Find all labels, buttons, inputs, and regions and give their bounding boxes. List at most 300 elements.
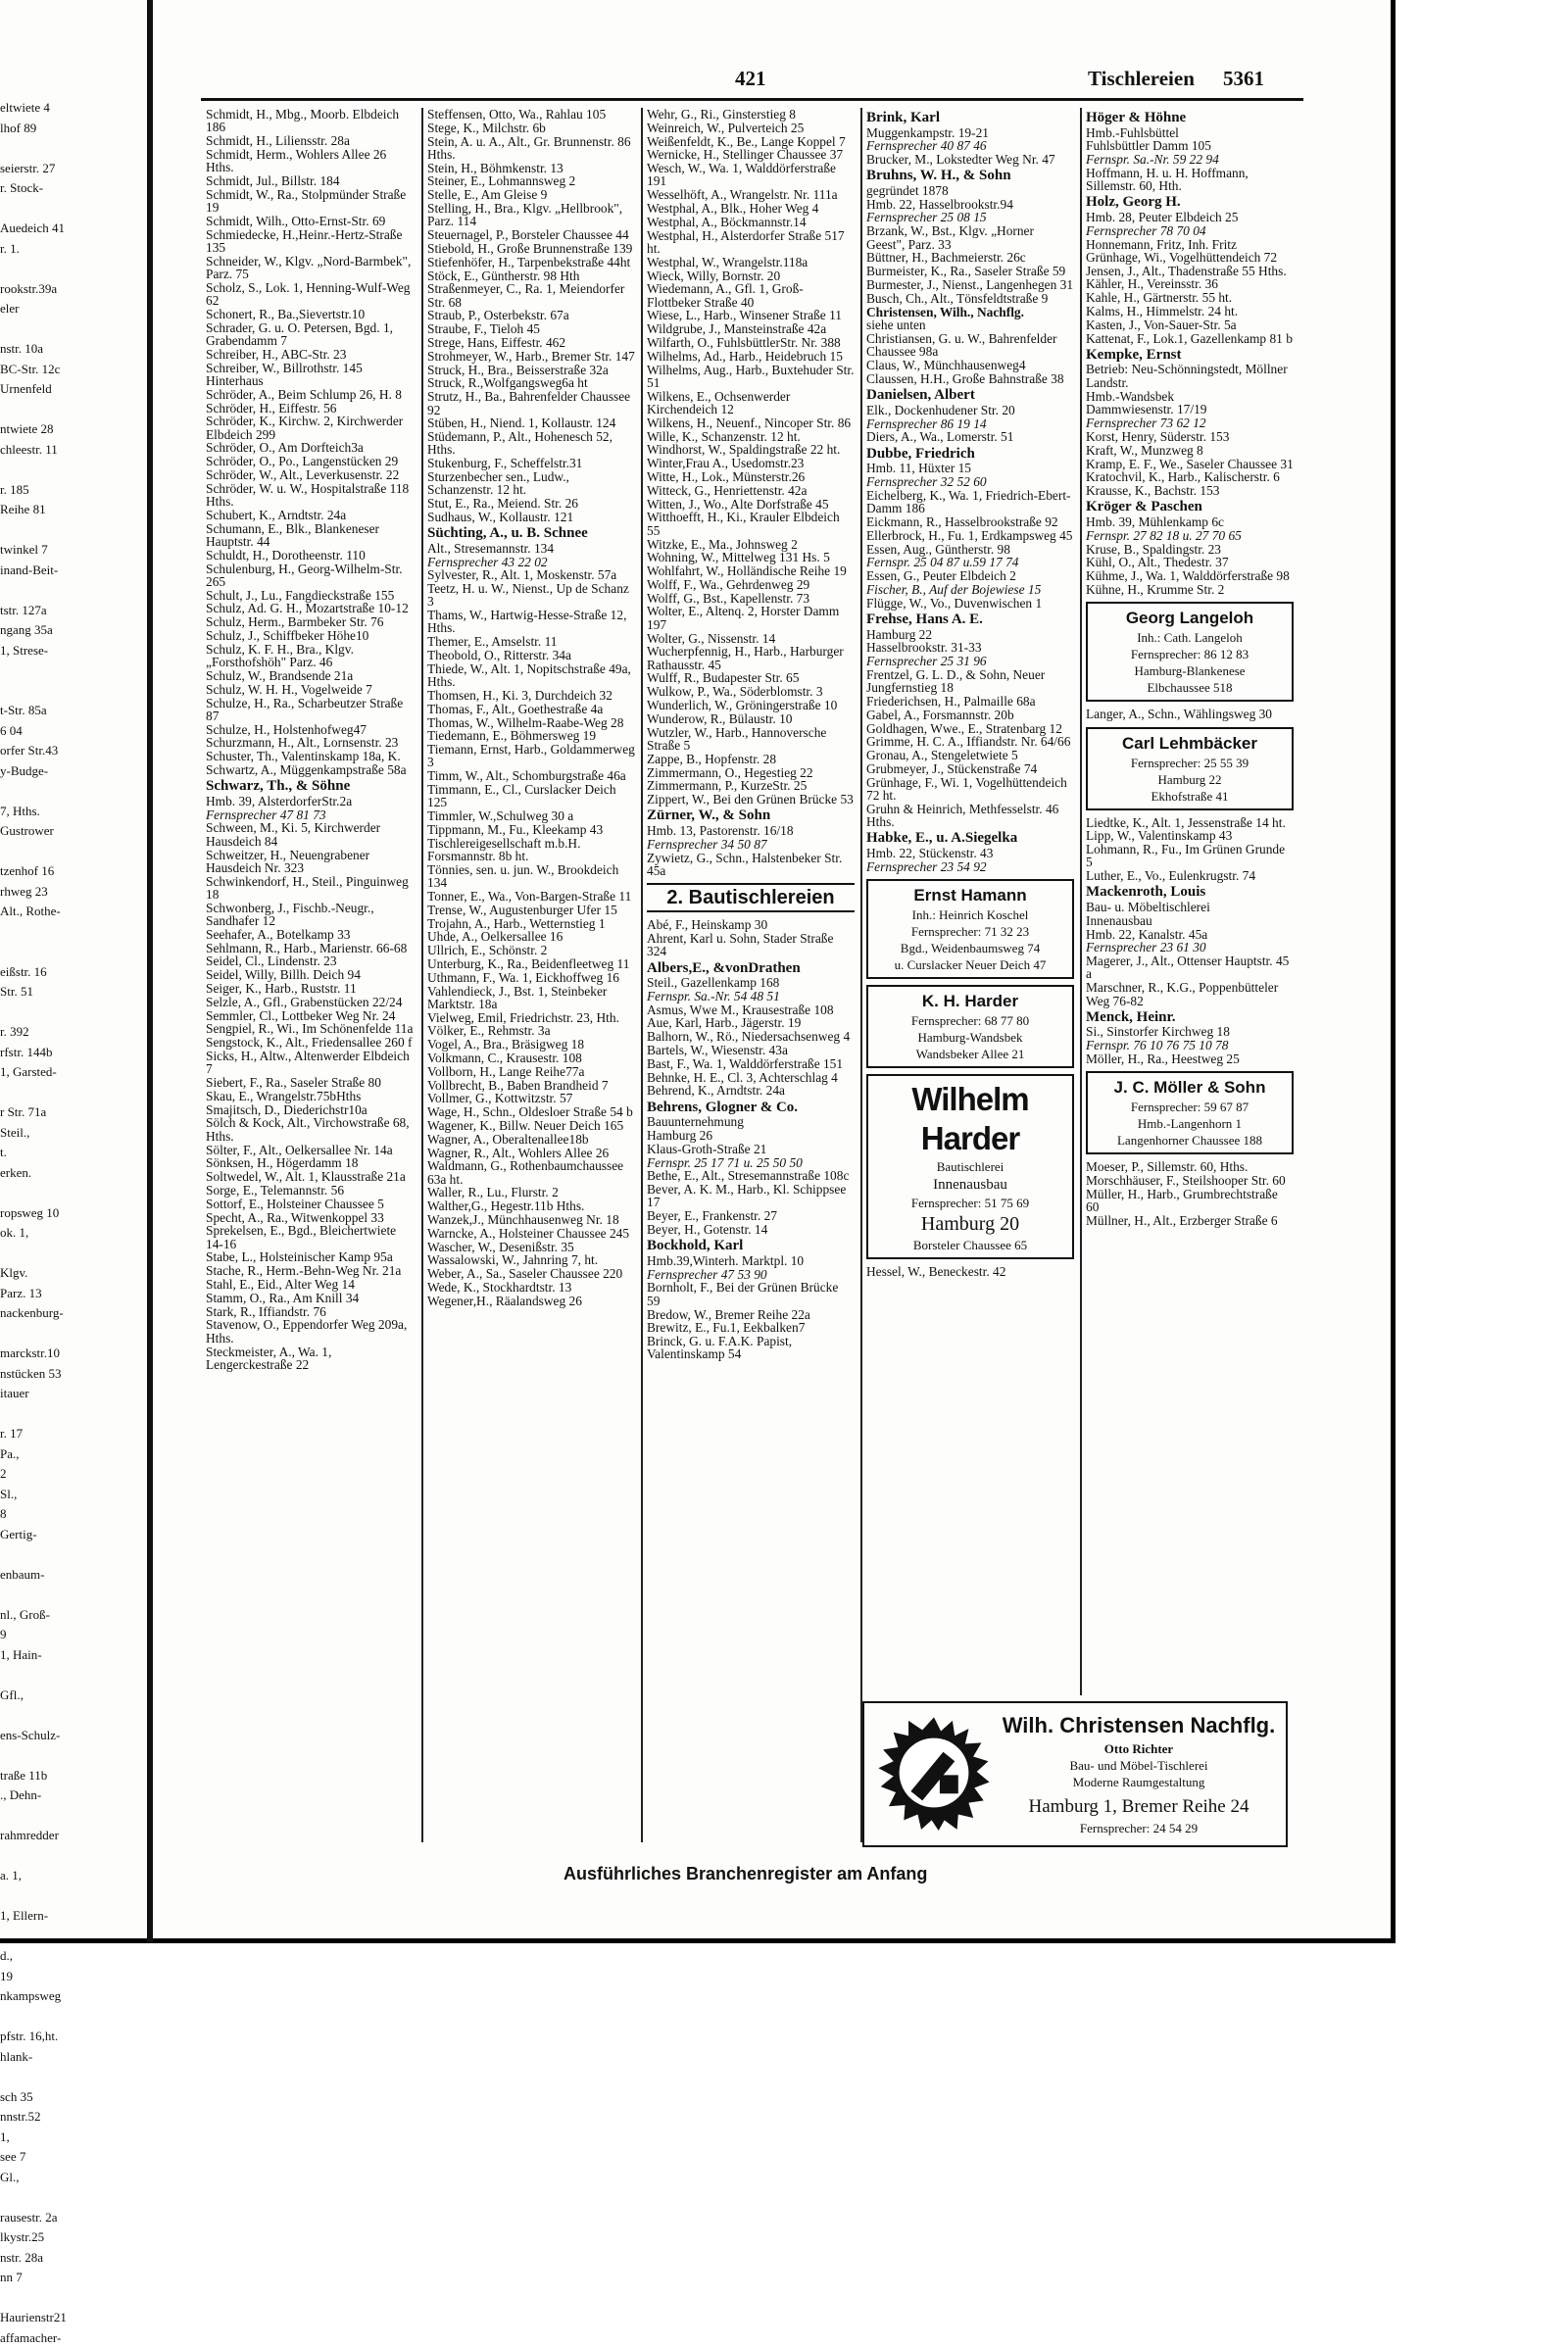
directory-entry: Schröder, O., Po., Langenstücken 29 [206, 455, 415, 467]
directory-entry: Krausse, K., Bachstr. 153 [1086, 484, 1294, 497]
directory-entry: Müller, H., Harb., Grumbrechtstraße 60 [1086, 1188, 1294, 1214]
directory-entry: Burmester, J., Nienst., Langenhegen 31 [866, 278, 1074, 291]
advertisement-line: Fernsprecher: 25 55 39 [1091, 755, 1289, 771]
directory-entry: Stiefenhöfer, H., Tarpenbekstraße 44ht [427, 256, 635, 269]
edge-fragment [0, 1705, 78, 1726]
advertisement-line: Bautischlerei [871, 1158, 1069, 1175]
directory-entry: Schmidt, H., Mbg., Moorb. Elbdeich 186 [206, 108, 415, 134]
page-number: 421 [735, 67, 766, 91]
edge-fragment: ropsweg 10 [0, 1203, 78, 1224]
advertisement-line: Inh.: Cath. Langeloh [1091, 629, 1289, 646]
directory-entry: Wilhelms, Ad., Harb., Heidebruch 15 [647, 350, 855, 363]
directory-entry: Volkmann, C., Krausestr. 108 [427, 1052, 635, 1064]
directory-entry: Schreiber, H., ABC-Str. 23 [206, 348, 415, 361]
edge-fragment: eler [0, 299, 78, 319]
directory-entry: Wildgrube, J., Mansteinstraße 42a [647, 322, 855, 335]
directory-entry: Tischlereigesellschaft m.b.H. Forsmannstr. 8b ht. [427, 837, 635, 863]
edge-fragment: Gertig- [0, 1525, 78, 1545]
advertisement-line: Hamburg-Blankenese [1091, 662, 1289, 679]
directory-entry: Witteck, G., Henriettenstr. 42a [647, 484, 855, 497]
directory-entry: Sengstock, K., Alt., Friedensallee 260 f [206, 1036, 415, 1049]
edge-fragment: orfer Str.43 [0, 741, 78, 761]
directory-entry: Westphal, A., Böckmannstr.14 [647, 216, 855, 228]
directory-entry: Kraft, W., Munzweg 8 [1086, 444, 1294, 457]
directory-entry: Stukenburg, F., Scheffelstr.31 [427, 457, 635, 469]
edge-fragment: marckstr.10 [0, 1344, 78, 1364]
edge-fragment: r. 1. [0, 239, 78, 260]
advertisement-line: Elbchaussee 518 [1091, 679, 1289, 696]
directory-entry: Schubert, K., Arndtstr. 24a [206, 509, 415, 521]
directory-entry: Wilfarth, O., FuhlsbüttlerStr. Nr. 388 [647, 336, 855, 349]
advertisement-title: Carl Lehmbäcker [1091, 733, 1289, 755]
edge-fragment: Klgv. [0, 1263, 78, 1284]
directory-entry: Witte, H., Lok., Münsterstr.26 [647, 470, 855, 483]
directory-entry: Schröder, W. u. W., Hospitalstraße 118 Hths. [206, 482, 415, 509]
directory-entry: Sudhaus, W., Kollaustr. 121 [427, 511, 635, 523]
directory-entry: Grimme, H. C. A., Iffiandstr. Nr. 64/66 [866, 735, 1074, 748]
firm-name: Dubbe, Friedrich [866, 446, 1074, 462]
directory-entry: Sorge, E., Telemannstr. 56 [206, 1184, 415, 1197]
directory-entry: Strutz, H., Ba., Bahrenfelder Chaussee 92 [427, 390, 635, 416]
directory-entry: Waller, R., Lu., Flurstr. 2 [427, 1186, 635, 1198]
directory-entry: Westphal, H., Alsterdorfer Straße 517 ht. [647, 229, 855, 256]
directory-entry: Goldhagen, Wwe., E., Stratenbarg 12 [866, 722, 1074, 735]
directory-entry: Frentzel, G. L. D., & Sohn, Neuer Jungfernstieg 18 [866, 668, 1074, 695]
directory-entry: Wesch, W., Wa. 1, Walddörferstraße 191 [647, 162, 855, 188]
directory-entry: Wascher, W., Desenißstr. 35 [427, 1241, 635, 1253]
edge-fragment: ok. 1, [0, 1223, 78, 1244]
edge-fragment: 1, Ellern- [0, 1906, 78, 1927]
directory-entry: Bauunternehmung [647, 1115, 855, 1128]
directory-entry: Muggenkampstr. 19-21 [866, 126, 1074, 139]
directory-entry: Hmb.39,Winterh. Marktpl. 10 [647, 1254, 855, 1267]
directory-entry: Alt., Stresemannstr. 134 [427, 542, 635, 555]
directory-entry: Behnke, H. E., Cl. 3, Achterschlag 4 [647, 1071, 855, 1084]
edge-fragment [0, 580, 78, 601]
edge-fragment: hlank- [0, 2047, 78, 2068]
directory-entry: Sönksen, H., Högerdamm 18 [206, 1156, 415, 1169]
phone-line: Fernsprecher 34 50 87 [647, 838, 855, 851]
directory-entry: Sehlmann, R., Harb., Marienstr. 66-68 [206, 942, 415, 954]
advertisement-line: Fernsprecher: 51 75 69 [871, 1195, 1069, 1211]
directory-entry: Grubmeyer, J., Stückenstraße 74 [866, 762, 1074, 775]
directory-entry: Schweitzer, H., Neuengrabener Hausdeich Nr. 323 [206, 849, 415, 875]
advertisement-line: Fernsprecher: 68 77 80 [871, 1012, 1069, 1029]
firm-name: Habke, E., u. A.Siegelka [866, 830, 1074, 846]
advertisement-line: Wandsbeker Allee 21 [871, 1046, 1069, 1062]
edge-fragment [0, 1244, 78, 1264]
edge-fragment: 9 [0, 1625, 78, 1645]
directory-entry: Schurzmann, H., Alt., Lornsenstr. 23 [206, 736, 415, 749]
column-1 [206, 108, 415, 1872]
edge-fragment: Steil., [0, 1123, 78, 1144]
edge-fragment [0, 259, 78, 279]
directory-entry: Struck, R.,Wolfgangsweg6a ht [427, 376, 635, 389]
directory-entry: Si., Sinstorfer Kirchweg 18 [1086, 1025, 1294, 1038]
firm-name: Schwarz, Th., & Söhne [206, 778, 415, 794]
edge-fragment: Gfl., [0, 1686, 78, 1706]
directory-entry: Stabe, L., Holsteinischer Kamp 95a [206, 1250, 415, 1263]
firm-name: Behrens, Glogner & Co. [647, 1100, 855, 1115]
directory-entry: Brinck, G. u. F.A.K. Papist, Valentinskamp 54 [647, 1335, 855, 1361]
directory-entry: Hmb. 39, Mühlenkamp 6c [1086, 515, 1294, 528]
directory-entry: Hmb.-Fuhlsbüttel [1086, 126, 1294, 139]
directory-entry: Liedtke, K., Alt. 1, Jessenstraße 14 ht. [1086, 816, 1294, 829]
column-4 [866, 108, 1074, 1695]
directory-entry: Morschhäuser, F., Steilshooper Str. 60 [1086, 1174, 1294, 1187]
directory-entry: Schmidt, H., Liliensstr. 28a [206, 134, 415, 147]
directory-entry: Thomas, F., Alt., Goethestraße 4a [427, 703, 635, 715]
directory-entry: Flügge, W., Vo., Duvenwischen 1 [866, 597, 1074, 610]
advertisement-box [866, 985, 1074, 1068]
edge-fragment: lhof 89 [0, 119, 78, 139]
advertisement-line: Fernsprecher: 86 12 83 [1091, 646, 1289, 662]
directory-entry: Wiese, L., Harb., Winsener Straße 11 [647, 309, 855, 321]
directory-entry: Sylvester, R., Alt. 1, Moskenstr. 57a [427, 568, 635, 581]
christensen-phone: Fernsprecher: 24 54 29 [1002, 1820, 1276, 1836]
directory-entry: Seiger, K., Harb., Ruststr. 11 [206, 982, 415, 995]
directory-entry: Schumann, E., Blk., Blankeneser Hauptstr. 44 [206, 522, 415, 549]
edge-fragment: eißstr. 16 [0, 962, 78, 983]
directory-entry: Wilkens, E., Ochsenwerder Kirchendeich 12 [647, 390, 855, 416]
directory-entry: Sottorf, E., Holsteiner Chaussee 5 [206, 1198, 415, 1210]
directory-entry: Windhorst, W., Spaldingstraße 22 ht. [647, 443, 855, 456]
directory-entry: Seidel, Cl., Lindenstr. 23 [206, 954, 415, 967]
advertisement-line: Hamburg-Wandsbek [871, 1029, 1069, 1046]
directory-entry: Christiansen, G. u. W., Bahrenfelder Chaussee 98a [866, 332, 1074, 359]
directory-entry: Stahl, E., Eid., Alter Weg 14 [206, 1278, 415, 1291]
directory-entry: Hmb. 22, Kanalstr. 45a [1086, 928, 1294, 941]
advertisement-line: Hamburg 22 [1091, 771, 1289, 788]
directory-entry: Sicks, H., Altw., Altenwerder Elbdeich 7 [206, 1050, 415, 1076]
directory-entry: Schulz, K. F. H., Bra., Klgv. „Forsthofshöh" Parz. 46 [206, 643, 415, 669]
edge-fragment: nnstr.52 [0, 2107, 78, 2128]
edge-fragment [0, 138, 78, 159]
directory-entry: Diers, A., Wa., Lomerstr. 51 [866, 430, 1074, 443]
directory-entry: Sprekelsen, E., Bgd., Bleichertwiete 14-16 [206, 1224, 415, 1250]
christensen-line1: Bau- und Möbel-Tischlerei [1002, 1757, 1276, 1774]
directory-entry: Smajitsch, D., Diederichstr10a [206, 1103, 415, 1116]
directory-entry: siehe unten [866, 318, 1074, 331]
edge-fragment: lkystr.25 [0, 2227, 78, 2248]
phone-line: Fernspr. Sa.-Nr. 54 48 51 [647, 990, 855, 1003]
directory-entry: Straube, F., Tieloh 45 [427, 322, 635, 335]
directory-entry: Seidel, Willy, Billh. Deich 94 [206, 968, 415, 981]
directory-entry: Schröder, K., Kirchw. 2, Kirchwerder Elbdeich 299 [206, 415, 415, 441]
directory-entry: Schwartz, A., Müggenkampstraße 58a [206, 763, 415, 776]
directory-entry: Wille, K., Schanzenstr. 12 ht. [647, 430, 855, 443]
directory-entry: Vielweg, Emil, Friedrichstr. 23, Hth. [427, 1011, 635, 1024]
firm-name: Bruhns, W. H., & Sohn [866, 168, 1074, 183]
directory-entry: Schneider, W., Klgv. „Nord-Barmbek", Parz. 75 [206, 255, 415, 281]
directory-entry: Steckmeister, A., Wa. 1, Lengerckestraße 22 [206, 1345, 415, 1372]
edge-fragment: rhweg 23 [0, 882, 78, 903]
column-5 [1086, 108, 1294, 1695]
column-rule [860, 108, 862, 1842]
edge-fragment [0, 660, 78, 681]
directory-entry: Stöck, E., Güntherstr. 98 Hth [427, 269, 635, 282]
directory-entry: Wolff, F., Wa., Gehrdenweg 29 [647, 578, 855, 591]
firm-name: Danielsen, Albert [866, 387, 1074, 403]
header-rule [201, 98, 1303, 101]
phone-line: Fernsprecher 73 62 12 [1086, 416, 1294, 429]
firm-name: Menck, Heinr. [1086, 1009, 1294, 1025]
directory-entry: Eickmann, R., Hasselbrookstraße 92 [866, 515, 1074, 528]
directory-entry: Straub, P., Osterbekstr. 67a [427, 309, 635, 321]
directory-entry: Trojahn, A., Harb., Wetternstieg 1 [427, 917, 635, 930]
edge-fragment [0, 1324, 78, 1345]
advertisement-line: u. Curslacker Neuer Deich 47 [871, 956, 1069, 973]
phone-line: Fernsprecher 25 08 15 [866, 211, 1074, 223]
edge-fragment: t. [0, 1143, 78, 1163]
directory-entry: Stüdemann, P., Alt., Hohenesch 52, Hths. [427, 430, 635, 457]
directory-entry: Zimmermann, P., KurzeStr. 25 [647, 779, 855, 792]
directory-entry: Bartels, W., Wiesenstr. 43a [647, 1044, 855, 1056]
column-rule [421, 108, 423, 1842]
directory-entry: Hmb. 39, AlsterdorferStr.2a [206, 795, 415, 807]
directory-entry: Straßenmeyer, C., Ra. 1, Meiendorfer Str. 68 [427, 282, 635, 309]
phone-line: Fernspr. 25 17 71 u. 25 50 50 [647, 1156, 855, 1169]
directory-entry: Wolter, G., Nissenstr. 14 [647, 632, 855, 645]
directory-entry: Wohning, W., Mittelweg 131 Hs. 5 [647, 551, 855, 563]
edge-fragment: Alt., Rothe- [0, 902, 78, 922]
directory-entry: Teetz, H. u. W., Nienst., Up de Schanz 3 [427, 582, 635, 609]
directory-entry: Kramp, E. F., We., Saseler Chaussee 31 [1086, 458, 1294, 470]
edge-fragment [0, 1846, 78, 1867]
directory-entry: Sölch & Kock, Alt., Virchowstraße 68, Hths. [206, 1116, 415, 1143]
directory-entry: Waldmann, G., Rothenbaumchaussee 63a ht. [427, 1159, 635, 1186]
edge-fragment: Auedeich 41 [0, 219, 78, 239]
directory-entry: Grünhage, F., Wi. 1, Vogelhüttendeich 72 ht. [866, 776, 1074, 803]
directory-entry: Wolff, G., Bst., Kapellenstr. 73 [647, 592, 855, 605]
phone-line: Fernsprecher 43 22 02 [427, 556, 635, 568]
phone-line: Fernsprecher 25 31 96 [866, 655, 1074, 667]
phone-line: Fernsprecher 40 87 46 [866, 139, 1074, 152]
directory-entry: Wutzler, W., Harb., Hannoversche Straße 5 [647, 726, 855, 753]
directory-entry: Witthoefft, H., Ki., Krauler Elbdeich 55 [647, 511, 855, 537]
directory-entry: Schröder, H., Eiffestr. 56 [206, 402, 415, 415]
advertisement-line: Bgd., Weidenbaumsweg 74 [871, 940, 1069, 956]
edge-fragment [0, 2007, 78, 2028]
edge-fragment: nackenburg- [0, 1303, 78, 1324]
edge-fragment: rausestr. 2a [0, 2208, 78, 2228]
directory-entry: Zippert, W., Bei den Grünen Brücke 53 [647, 793, 855, 806]
edge-fragment: Reihe 81 [0, 500, 78, 520]
directory-entry: Balhorn, W., Rö., Niedersachsenweg 4 [647, 1030, 855, 1043]
directory-entry: Vollborn, H., Lange Reihe77a [427, 1065, 635, 1078]
directory-entry: Gabel, A., Forsmannstr. 20b [866, 709, 1074, 721]
directory-entry: Wagner, R., Alt., Wohlers Allee 26 [427, 1147, 635, 1159]
advertisement-box [866, 1074, 1074, 1259]
directory-entry: Skau, E., Wrangelstr.75bHths [206, 1090, 415, 1102]
directory-entry: Bau- u. Möbeltischlerei [1086, 901, 1294, 913]
edge-fragment: rfstr. 144b [0, 1043, 78, 1063]
directory-entry: Schmidt, Wilh., Otto-Ernst-Str. 69 [206, 215, 415, 227]
directory-entry: Lohmann, R., Fu., Im Grünen Grunde 5 [1086, 843, 1294, 869]
directory-entry: Thomas, W., Wilhelm-Raabe-Weg 28 [427, 716, 635, 729]
edge-fragment: affamacher- [0, 2328, 78, 2348]
directory-entry: Strege, Hans, Eiffestr. 462 [427, 336, 635, 349]
directory-entry: Vollbrecht, B., Baben Brandheid 7 [427, 1079, 635, 1092]
directory-entry: Claussen, H.H., Große Bahnstraße 38 [866, 372, 1074, 385]
directory-entry: Specht, A., Ra., Witwenkoppel 33 [206, 1211, 415, 1224]
edge-fragment: nstr. 10a [0, 339, 78, 360]
directory-entry: gegründet 1878 [866, 184, 1074, 197]
directory-entry: Hamburg 22 [866, 628, 1074, 641]
edge-fragment: see 7 [0, 2147, 78, 2168]
directory-entry: Moeser, P., Sillemstr. 60, Hths. [1086, 1160, 1294, 1173]
directory-entry: Wage, H., Schn., Oldesloer Straße 54 b [427, 1105, 635, 1118]
advertisement-box [1086, 602, 1294, 702]
directory-entry: Kalms, H., Himmelstr. 24 ht. [1086, 305, 1294, 318]
directory-entry: Steiner, E., Lohmannsweg 2 [427, 174, 635, 187]
edge-fragment: Str. 51 [0, 982, 78, 1003]
firm-name: Mackenroth, Louis [1086, 884, 1294, 900]
directory-entry: Tippmann, M., Fu., Kleekamp 43 [427, 823, 635, 836]
christensen-owner: Otto Richter [1002, 1740, 1276, 1757]
edge-fragment: a. 1, [0, 1866, 78, 1886]
directory-entry: Betrieb: Neu-Schönningstedt, Möllner Landstr. [1086, 363, 1294, 389]
column-rule [641, 108, 643, 1842]
directory-entry: Schwinkendorf, H., Steil., Pinguinweg 18 [206, 875, 415, 902]
saw-blade-icon [876, 1715, 992, 1831]
directory-entry: Wesselhöft, A., Wrangelstr. Nr. 111a [647, 188, 855, 201]
christensen-address: Hamburg 1, Bremer Reihe 24 [1002, 1794, 1276, 1820]
directory-entry: Weinreich, W., Pulverteich 25 [647, 122, 855, 134]
directory-entry: Stiebold, H., Große Brunnenstraße 139 [427, 242, 635, 255]
directory-entry: Friederichsen, H., Palmaille 68a [866, 695, 1074, 708]
edge-fragment: rookstr.39a [0, 279, 78, 300]
directory-entry: Wieck, Willy, Bornstr. 20 [647, 269, 855, 282]
directory-entry: Schwonberg, J., Fischb.-Neugr., Sandhafer 12 [206, 902, 415, 928]
firm-name: Höger & Höhne [1086, 110, 1294, 125]
directory-entry: Fuhlsbüttler Damm 105 [1086, 139, 1294, 152]
directory-entry: Tiemann, Ernst, Harb., Goldammerweg 3 [427, 743, 635, 769]
directory-entry: Schuster, Th., Valentinskamp 18a, K. [206, 750, 415, 762]
directory-entry: Magerer, J., Alt., Ottenser Hauptstr. 45 a [1086, 954, 1294, 981]
edge-fragment [0, 460, 78, 480]
previous-page-edge [0, 98, 78, 2348]
directory-entry: Wucherpfennig, H., Harb., Harburger Rathausstr. 45 [647, 645, 855, 671]
directory-entry: Vogel, A., Bra., Bräsigweg 18 [427, 1038, 635, 1051]
edge-fragment [0, 199, 78, 220]
phone-line: Fernspr. 27 82 18 u. 27 70 65 [1086, 529, 1294, 542]
advertisement-line: Fernsprecher: 59 67 87 [1091, 1099, 1289, 1115]
binding-gutter [147, 0, 153, 1943]
directory-entry: Strohmeyer, W., Harb., Bremer Str. 147 [427, 350, 635, 363]
directory-entry: Kühne, H., Krumme Str. 2 [1086, 583, 1294, 596]
directory-entry: Tönnies, sen. u. jun. W., Brookdeich 134 [427, 863, 635, 890]
directory-entry: Wanzek,J., Münchhausenweg Nr. 18 [427, 1213, 635, 1226]
edge-fragment: r. Stock- [0, 178, 78, 199]
directory-entry: Brewitz, E., Fu.1, Eekbalken7 [647, 1321, 855, 1334]
directory-entry: Müllner, H., Alt., Erzberger Straße 6 [1086, 1214, 1294, 1227]
phone-line: Fernsprecher 32 52 60 [866, 475, 1074, 488]
directory-entry: Wassalowski, W., Jahnring 7, ht. [427, 1253, 635, 1266]
directory-entry: Schonert, R., Ba.,Sievertstr.10 [206, 308, 415, 320]
advertisement-line: Langenhorner Chaussee 188 [1091, 1132, 1289, 1149]
edge-fragment: ens-Schulz- [0, 1726, 78, 1746]
directory-entry: Langer, A., Schn., Wählingsweg 30 [1086, 708, 1294, 720]
directory-entry: Stavenow, O., Eppendorfer Weg 209a, Hths. [206, 1318, 415, 1345]
directory-entry: Selzle, A., Gfl., Grabenstücken 22/24 [206, 996, 415, 1008]
column-2 [427, 108, 635, 1872]
directory-entry: Sengpiel, R., Wi., Im Schönenfelde 11a [206, 1022, 415, 1035]
edge-fragment [0, 2067, 78, 2087]
edge-fragment: nn 7 [0, 2268, 78, 2288]
directory-entry: Behrend, K., Arndtstr. 24a [647, 1084, 855, 1097]
edge-fragment: sch 35 [0, 2087, 78, 2108]
edge-fragment: enbaum- [0, 1565, 78, 1586]
christensen-line2: Moderne Raumgestaltung [1002, 1774, 1276, 1790]
advertisement-box [1086, 1071, 1294, 1154]
directory-entry: Brzank, W., Bst., Klgv. „Horner Geest", Parz. 33 [866, 224, 1074, 251]
edge-fragment: Haurienstr21 [0, 2308, 78, 2328]
directory-entry: Essen, G., Peuter Elbdeich 2 [866, 569, 1074, 582]
phone-line: Fischer, B., Auf der Bojewiese 15 [866, 583, 1074, 596]
directory-entry: Stut, E., Ra., Meiend. Str. 26 [427, 497, 635, 510]
advertisement-title: Ernst Hamann [871, 885, 1069, 906]
directory-entry: Witzke, E., Ma., Johnsweg 2 [647, 538, 855, 551]
directory-entry: Kähler, H., Vereinsstr. 36 [1086, 277, 1294, 290]
advertisement-line: Innenausbau [871, 1175, 1069, 1195]
directory-entry: Christensen, Wilh., Nachflg. [866, 306, 1074, 318]
directory-entry: Tonner, E., Wa., Von-Bargen-Straße 11 [427, 890, 635, 903]
phone-line: Fernsprecher 86 19 14 [866, 417, 1074, 430]
edge-fragment: 6 04 [0, 721, 78, 742]
edge-fragment: nstücken 53 [0, 1364, 78, 1385]
advertisement-line: Fernsprecher: 71 32 23 [871, 923, 1069, 940]
directory-entry: Hmb. 28, Peuter Elbdeich 25 [1086, 211, 1294, 223]
phone-line: Fernspr. 25 04 87 u.59 17 74 [866, 556, 1074, 568]
directory-entry: Westphal, A., Blk., Hoher Weg 4 [647, 202, 855, 215]
directory-entry: Schulenburg, H., Georg-Wilhelm-Str. 265 [206, 563, 415, 589]
phone-line: Fernsprecher 47 81 73 [206, 808, 415, 821]
edge-fragment [0, 681, 78, 702]
directory-entry: Aue, Karl, Harb., Jägerstr. 19 [647, 1016, 855, 1029]
advertisement-line: Ekhofstraße 41 [1091, 788, 1289, 805]
directory-entry: Kruse, B., Spaldingstr. 23 [1086, 543, 1294, 556]
directory-entry: Hasselbrookstr. 31-33 [866, 641, 1074, 654]
phone-line: Fernspr. Sa.-Nr. 59 22 94 [1086, 153, 1294, 166]
directory-entry: Bever, A. K. M., Harb., Kl. Schippsee 17 [647, 1183, 855, 1209]
advertisement-line: Hmb.-Langenhorn 1 [1091, 1115, 1289, 1132]
edge-fragment [0, 1745, 78, 1766]
directory-entry: Büttner, H., Bachmeierstr. 26c [866, 251, 1074, 264]
directory-entry: Schulz, Herm., Barmbeker Str. 76 [206, 615, 415, 628]
section-heading: 2. Bautischlereien [647, 883, 855, 912]
directory-entry: Wernicke, H., Stellinger Chaussee 37 [647, 148, 855, 161]
directory-entry: Wulff, R., Budapester Str. 65 [647, 671, 855, 684]
edge-fragment [0, 781, 78, 802]
edge-fragment: r Str. 71a [0, 1102, 78, 1123]
advertisement-title: Wilhelm Harder [871, 1080, 1069, 1158]
directory-entry: Stein, H., Böhmkenstr. 13 [427, 162, 635, 174]
directory-entry: Steffensen, Otto, Wa., Rahlau 105 [427, 108, 635, 121]
edge-fragment: pfstr. 16,ht. [0, 2027, 78, 2047]
column-3 [647, 108, 855, 1872]
directory-entry: Ullrich, E., Schönstr. 2 [427, 944, 635, 956]
directory-entry: Wehr, G., Ri., Ginsterstieg 8 [647, 108, 855, 121]
advertisement-box [866, 879, 1074, 979]
directory-entry: Bethe, E., Alt., Stresemannstraße 108c [647, 1169, 855, 1182]
directory-entry: Timm, W., Alt., Schomburgstraße 46a [427, 769, 635, 782]
advertisement-title: Georg Langeloh [1091, 608, 1289, 629]
directory-entry: Thiede, W., Alt. 1, Nopitschstraße 49a, Hths. [427, 662, 635, 689]
directory-entry: Wunderow, R., Bülaustr. 10 [647, 712, 855, 725]
directory-entry: Schween, M., Ki. 5, Kirchwerder Hausdeich 84 [206, 821, 415, 848]
edge-fragment: ngang 35a [0, 620, 78, 641]
